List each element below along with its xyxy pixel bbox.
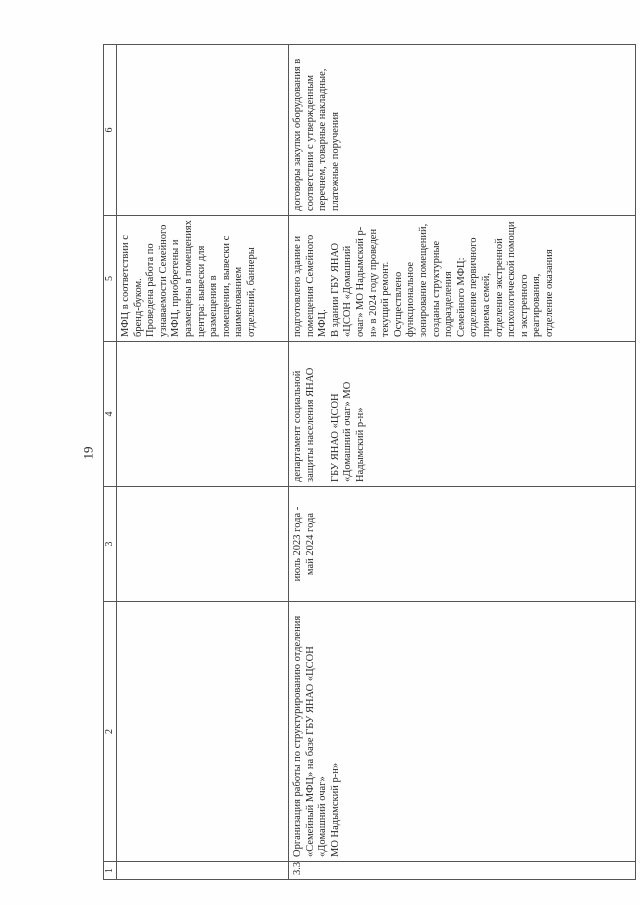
col-number-5: 5	[104, 216, 117, 342]
table-row-3-3	[289, 45, 636, 880]
col-number-1: 1	[104, 862, 117, 880]
col-number-3: 3	[104, 487, 117, 602]
documents-cell: договоры закупки оборудования в соответствии с утвержденным перечнем, товарные накладные, платежные поручения	[289, 45, 636, 216]
rotated-table	[103, 45, 621, 880]
prev-cell-2	[117, 602, 289, 862]
prev-cell-4	[117, 342, 289, 487]
prev-cell-1	[117, 862, 289, 880]
activity-cell: Организация работы по структурированию отделения «Семейный МФЦ» на базе ГБУ ЯНАО «ЦСОН «Домашний очаг» МО Надымский р-н»	[289, 602, 636, 862]
col-number-6: 6	[104, 45, 117, 216]
column-number-row	[104, 45, 117, 880]
executors-cell: департамент социальной защиты населения ЯНАО ГБУ ЯНАО «ЦСОН «Домашний очаг» МО Надымский р-н»	[289, 342, 636, 487]
table-row-previous	[117, 45, 289, 880]
plan-table	[103, 44, 636, 880]
col-number-4: 4	[104, 342, 117, 487]
result-cell: подготовлено здание и помещения Семейного МФЦ. В здании ГБУ ЯНАО «ЦСОН «Домашний очаг» МО Надымский р-н» в 2024 году проведен текущий ремонт. Осуществлено функциональное зонирование помещений, созданы структурные подразделения Семейного МФЦ: отделение первичного приема семей, отделение экстренной психологической помощи и экстренного реагирования, отделение оказания	[289, 216, 636, 342]
prev-cell-3	[117, 487, 289, 602]
prev-cell-6	[117, 45, 289, 216]
period-cell: июль 2023 года - май 2024 года	[289, 487, 636, 602]
document-sheet	[103, 45, 621, 880]
prev-result-cell: МФЦ в соответствии с бренд-буком. Проведена работа по узнаваемости Семейного МФЦ, приобретены и размещены в помещениях центра: вывески для размещения в помещении, вывески с наименованием отделений, баннеры	[117, 216, 289, 342]
row-number-cell: 3.3.	[289, 862, 636, 880]
page-number: 19	[80, 446, 96, 460]
col-number-2: 2	[104, 602, 117, 862]
